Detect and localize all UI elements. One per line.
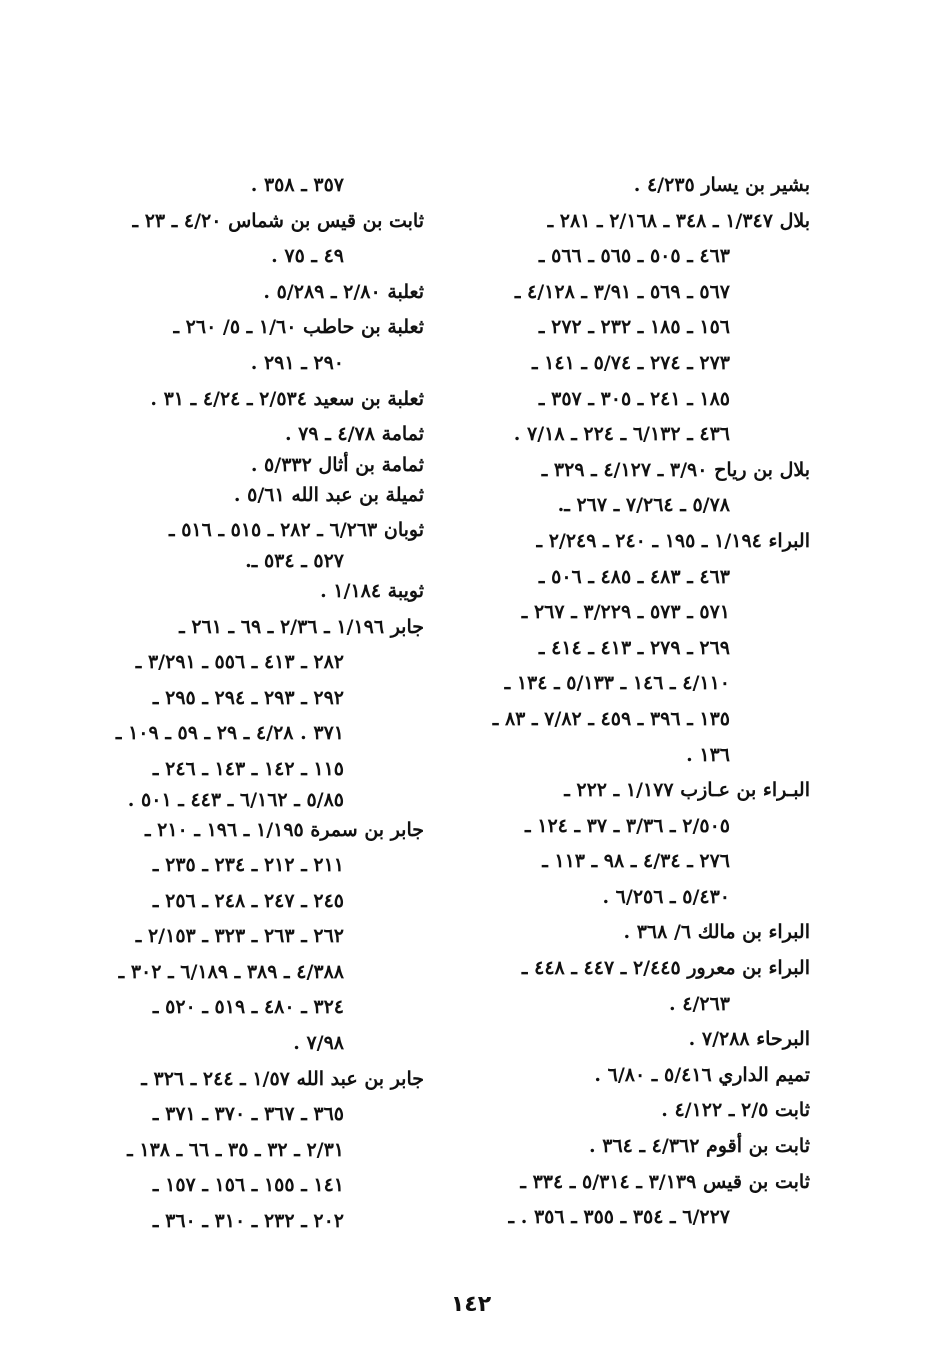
index-entry: البـراء بن عـازب ١/١٧٧ ـ ٢٢٢ ـ bbox=[564, 779, 810, 802]
index-entry: ثمامة ٤/٧٨ ـ ٧٩ . bbox=[284, 423, 424, 446]
right-index-column bbox=[470, 168, 810, 1236]
index-entry: ثابت ٢/٥ ـ ٤/١٢٢ . bbox=[661, 1099, 810, 1122]
index-entry: البراء بن معرور ٢/٤٤٥ ـ ٤٤٧ ـ ٤٤٨ ـ bbox=[521, 957, 810, 980]
index-entry: بشير بن يسار ٤/٢٣٥ . bbox=[633, 174, 810, 196]
index-continuation-line: ٥٦٧ ـ ٥٦٩ ـ ٣/٩١ ـ ٤/١٢٨ ـ bbox=[514, 280, 730, 303]
index-entry: جابر بن سمرة ١/١٩٥ ـ ١٩٦ ـ ٢١٠ ـ bbox=[144, 818, 424, 841]
index-continuation-line: ٢٩٠ ـ ٢٩١ . bbox=[250, 351, 344, 374]
index-entry: البرحاء ٧/٢٨٨ . bbox=[688, 1028, 810, 1051]
index-continuation-line: ٧/٩٨ . bbox=[293, 1032, 344, 1055]
index-continuation-line: ٢/٣١ ـ ٣٢ ـ ٣٥ ـ ٦٦ ـ ١٣٨ ـ bbox=[127, 1138, 344, 1161]
index-entry: ثمامة بن أثال ٥/٣٣٢ . bbox=[250, 453, 424, 476]
index-entry: ثميلة بن عبد الله ٥/٦١ . bbox=[233, 483, 424, 506]
index-continuation-line: ٤٣٦ ـ ٦/١٣٢ ـ ٢٢٤ ـ ٧/١٨ . bbox=[513, 423, 730, 446]
index-continuation-line: ٢٩٢ ـ ٢٩٣ ـ ٢٩٤ ـ ٢٩٥ ـ bbox=[152, 686, 344, 709]
index-continuation-line: ٣٧١ . ٤/٢٨ ـ ٢٩ ـ ٥٩ ـ ١٠٩ ـ bbox=[115, 722, 344, 745]
index-entry: ثعلبة بن حاطب ١/٦٠ ـ ٥/ ٢٦٠ ـ bbox=[173, 316, 424, 339]
index-continuation-line: ٢٦٩ ـ ٢٧٩ ـ ٤١٣ ـ ٤١٤ ـ bbox=[538, 636, 730, 659]
index-continuation-line: ٥٧١ ـ ٥٧٣ ـ ٣/٢٢٩ ـ ٢٦٧ ـ bbox=[521, 601, 730, 624]
index-continuation-line: ٣٢٤ ـ ٤٨٠ ـ ٥١٩ ـ ٥٢٠ ـ bbox=[152, 996, 344, 1019]
index-entry: ثابت بن أقوم ٤/٣٦٢ ـ ٣٦٤ . bbox=[589, 1135, 810, 1158]
index-entry: بلال بن رياح ٣/٩٠ ـ ٤/١٢٧ ـ ٣٢٩ ـ bbox=[541, 458, 810, 481]
index-continuation-line: ٣٦٥ ـ ٣٦٧ ـ ٣٧٠ ـ ٣٧١ ـ bbox=[152, 1103, 344, 1126]
index-entry: البراء ١/١٩٤ ـ ١٩٥ ـ ٢٤٠ ـ ٢/٢٤٩ ـ bbox=[536, 529, 810, 552]
index-continuation-line: ٥٢٧ ـ ٥٣٤ ـ. bbox=[245, 549, 344, 572]
index-continuation-line: ٤٦٣ ـ ٥٠٥ ـ ٥٦٥ ـ ٥٦٦ ـ bbox=[538, 245, 730, 268]
index-continuation-line: ٤/٣٨٨ ـ ٣٨٩ ـ ٦/١٨٩ ـ ٣٠٢ ـ bbox=[118, 960, 344, 983]
index-continuation-line: ١٥٦ ـ ١٨٥ ـ ٢٣٢ ـ ٢٧٢ ـ bbox=[538, 316, 730, 339]
index-entry: ثابت بن قيس ٣/١٣٩ ـ ٥/٣١٤ ـ ٣٣٤ ـ bbox=[520, 1170, 810, 1193]
index-entry: ثوبان ٦/٢٦٣ ـ ٢٨٢ ـ ٥١٥ ـ ٥١٦ ـ bbox=[169, 519, 424, 542]
index-continuation-line: ٢١١ ـ ٢١٢ ـ ٢٣٤ ـ ٢٣٥ ـ bbox=[152, 854, 344, 877]
left-index-column bbox=[94, 168, 424, 1240]
index-continuation-line: ٢٨٢ ـ ٤١٣ ـ ٥٥٦ ـ ٣/٢٩١ ـ bbox=[135, 651, 344, 674]
index-continuation-line: ٢٧٦ ـ ٤/٣٤ ـ ٩٨ ـ ١١٣ ـ bbox=[542, 850, 730, 873]
index-continuation-line: ٤٩ ـ ٧٥ . bbox=[271, 245, 344, 268]
index-continuation-line: ٣٥٧ ـ ٣٥٨ . bbox=[250, 174, 344, 196]
index-continuation-line: ٤٦٣ ـ ٤٨٣ ـ ٤٨٥ ـ ٥٠٦ ـ bbox=[538, 565, 730, 588]
index-entry: بلال ١/٣٤٧ ـ ٣٤٨ ـ ٢/١٦٨ ـ ٢٨١ ـ bbox=[547, 209, 810, 232]
index-entry: جابر بن عبد الله ١/٥٧ ـ ٢٤٤ ـ ٣٢٦ ـ bbox=[141, 1067, 424, 1090]
index-entry: البراء بن مالك ٦/ ٣٦٨ . bbox=[623, 921, 810, 944]
index-continuation-line: ١٨٥ ـ ٢٤١ ـ ٣٠٥ ـ ٣٥٧ ـ bbox=[538, 387, 730, 410]
index-continuation-line: ٢/٥٠٥ ـ ٣/٣٦ ـ ٣٧ ـ ١٢٤ ـ bbox=[525, 814, 730, 837]
index-continuation-line: ٢٠٢ ـ ٢٣٢ ـ ٣١٠ ـ ٣٦٠ ـ bbox=[152, 1210, 344, 1233]
index-entry: جابر ١/١٩٦ ـ ٢/٣٦ ـ ٦٩ ـ ٢٦١ ـ bbox=[179, 615, 424, 638]
index-continuation-line: ١١٥ ـ ١٤٢ ـ ١٤٣ ـ ٢٤٦ ـ bbox=[152, 757, 344, 780]
index-continuation-line: ٥/٨٥ ـ ٦/١٦٢ ـ ٤٤٣ ـ ٥٠١ . bbox=[127, 788, 344, 811]
index-continuation-line: ١٣٥ ـ ٣٩٦ ـ ٤٥٩ ـ ٧/٨٢ ـ ٨٣ ـ bbox=[492, 707, 730, 730]
index-entry: ثعلبة بن سعيد ٢/٥٣٤ ـ ٤/٢٤ ـ ٣١ . bbox=[150, 387, 424, 410]
index-continuation-line: ٤/٢٦٣ . bbox=[669, 992, 730, 1015]
index-entry: ثابت بن قيس بن شماس ٤/٢٠ ـ ٢٣ ـ bbox=[132, 209, 424, 232]
index-continuation-line: ٤/١١٠ ـ ١٤٦ ـ ٥/١٣٣ ـ ١٣٤ ـ bbox=[504, 672, 730, 695]
index-continuation-line: ٢٤٥ ـ ٢٤٧ ـ ٢٤٨ ـ ٢٥٦ ـ bbox=[152, 889, 344, 912]
index-entry: ثويبة ١/١٨٤ . bbox=[320, 579, 424, 602]
page-number: ١٤٢ bbox=[450, 1292, 492, 1317]
index-entry: ثعلبة ٢/٨٠ ـ ٥/٢٨٩ . bbox=[263, 280, 424, 303]
index-entry: تميم الداري ٥/٤١٦ ـ ٦/٨٠ . bbox=[594, 1063, 810, 1086]
index-continuation-line: ٢٧٣ ـ ٢٧٤ ـ ٥/٧٤ ـ ١٤١ ـ bbox=[531, 351, 730, 374]
index-continuation-line: ٢٦٢ ـ ٢٦٣ ـ ٣٢٣ ـ ٢/١٥٣ ـ bbox=[135, 925, 344, 948]
index-continuation-line: ٥/٧٨ ـ ٧/٢٦٤ ـ ٢٦٧ ـ. bbox=[557, 494, 730, 517]
index-continuation-line: ١٣٦ . bbox=[686, 743, 730, 766]
index-continuation-line: ٦/٢٢٧ ـ ٣٥٤ ـ ٣٥٥ ـ ٣٥٦ . ـ bbox=[508, 1206, 730, 1229]
index-continuation-line: ٥/٤٣٠ ـ ٦/٢٥٦ . bbox=[602, 885, 730, 908]
index-continuation-line: ١٤١ ـ ١٥٥ ـ ١٥٦ ـ ١٥٧ ـ bbox=[152, 1174, 344, 1197]
